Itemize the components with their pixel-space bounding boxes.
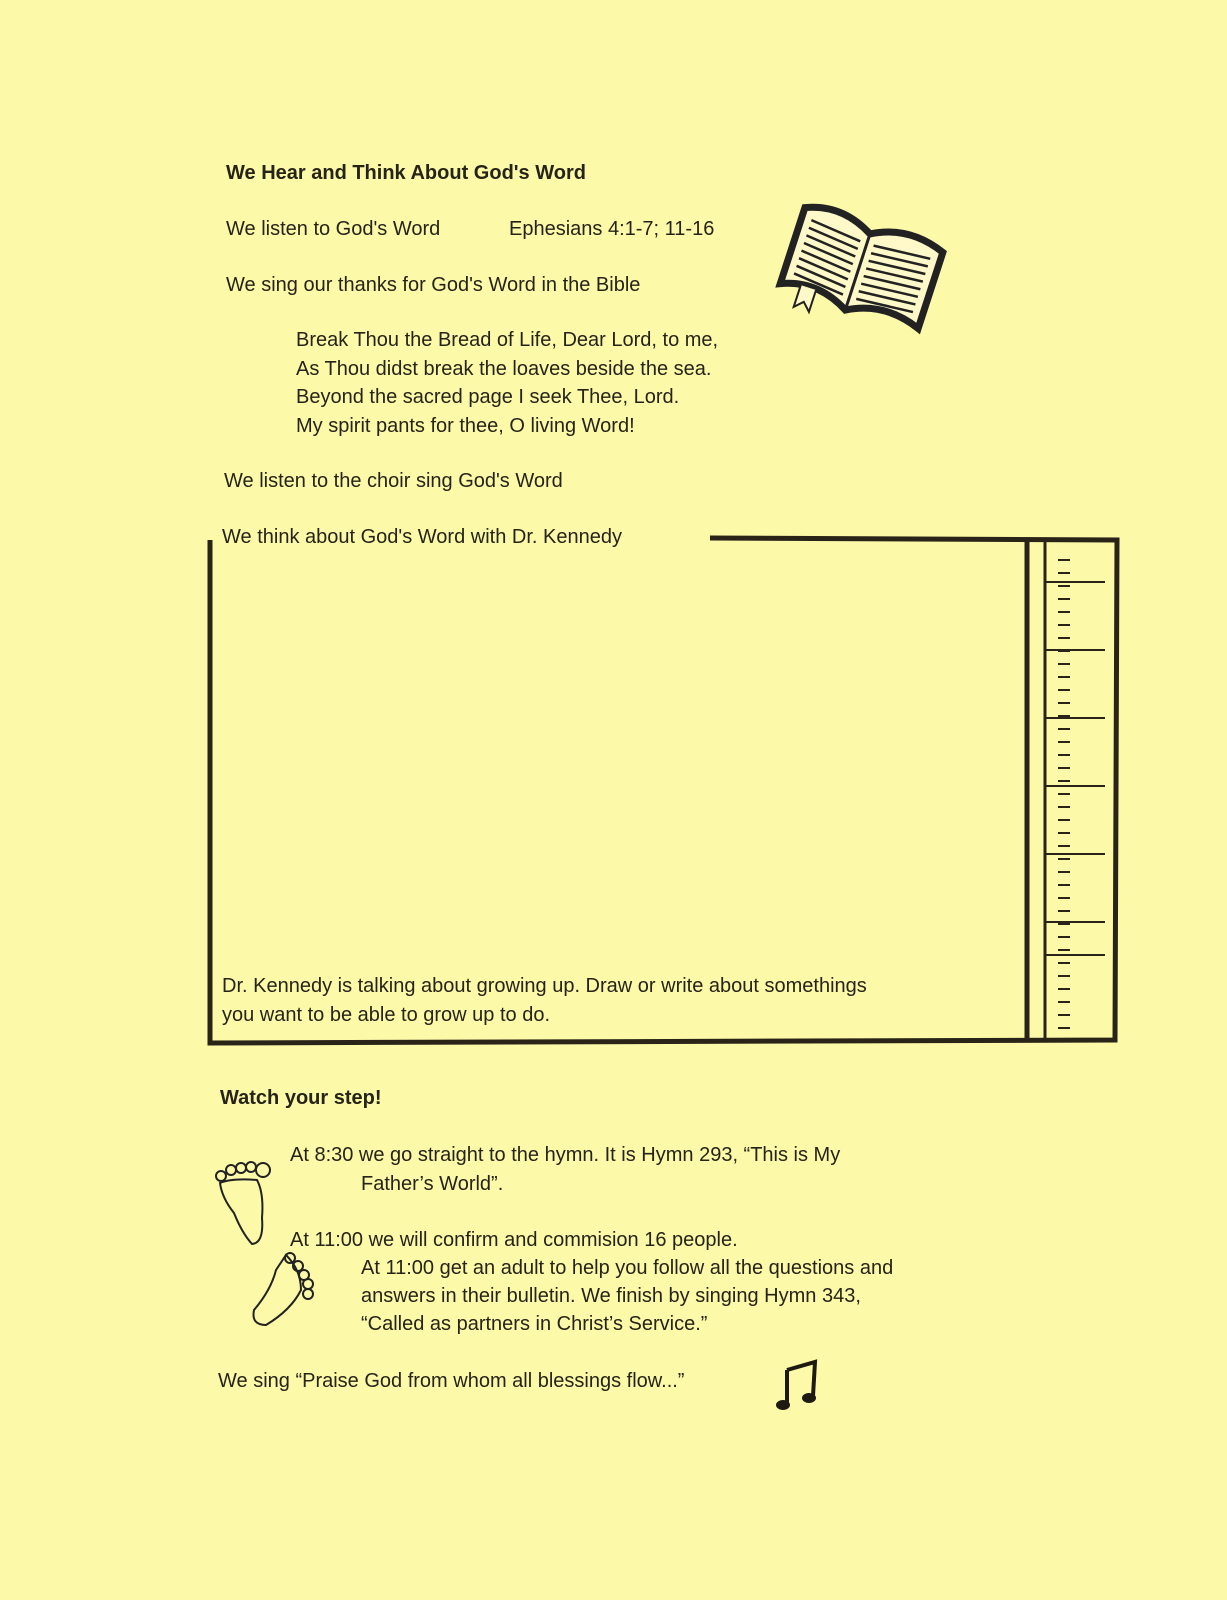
step-text: At 11:00 we will confirm and commision 16 people. xyxy=(290,1229,738,1251)
footprint-icon xyxy=(246,1250,321,1330)
closing-text: We sing “Praise God from whom all blessings flow...” xyxy=(218,1370,685,1392)
ruler xyxy=(1045,560,1105,1028)
hymn-line: My spirit pants for thee, O living Word! xyxy=(296,415,635,437)
listen-label: We listen to God's Word xyxy=(226,218,441,240)
step-text: answers in their bulletin. We finish by singing Hymn 343, xyxy=(361,1285,861,1307)
hymn-line: Break Thou the Bread of Life, Dear Lord, to me, xyxy=(296,329,719,351)
step-text: At 8:30 we go straight to the hymn. It is Hymn 293, “This is My xyxy=(290,1144,841,1166)
hymn-line: As Thou didst break the loaves beside the sea. xyxy=(296,358,712,380)
drawing-area[interactable] xyxy=(215,550,1020,970)
section-heading: Watch your step! xyxy=(220,1087,382,1109)
drawing-prompt: you want to be able to grow up to do. xyxy=(222,1004,550,1026)
choir-text: We listen to the choir sing God's Word xyxy=(224,470,563,492)
hymn-line: Beyond the sacred page I seek Thee, Lord. xyxy=(296,386,680,408)
section-heading: We Hear and Think About God's Word xyxy=(226,162,586,184)
sing-intro: We sing our thanks for God's Word in the Bible xyxy=(226,274,641,296)
music-note-icon xyxy=(775,1360,825,1412)
step-text: At 11:00 get an adult to help you follow all the questions and xyxy=(361,1257,894,1279)
scripture-reference: Ephesians 4:1-7; 11-16 xyxy=(509,218,715,240)
footprint-icon xyxy=(212,1158,277,1248)
drawing-prompt: Dr. Kennedy is talking about growing up. Draw or write about somethings xyxy=(222,975,867,997)
think-text: We think about God's Word with Dr. Kennedy xyxy=(222,525,626,549)
step-text: “Called as partners in Christ’s Service.” xyxy=(361,1313,708,1335)
step-text: Father’s World”. xyxy=(361,1173,504,1195)
